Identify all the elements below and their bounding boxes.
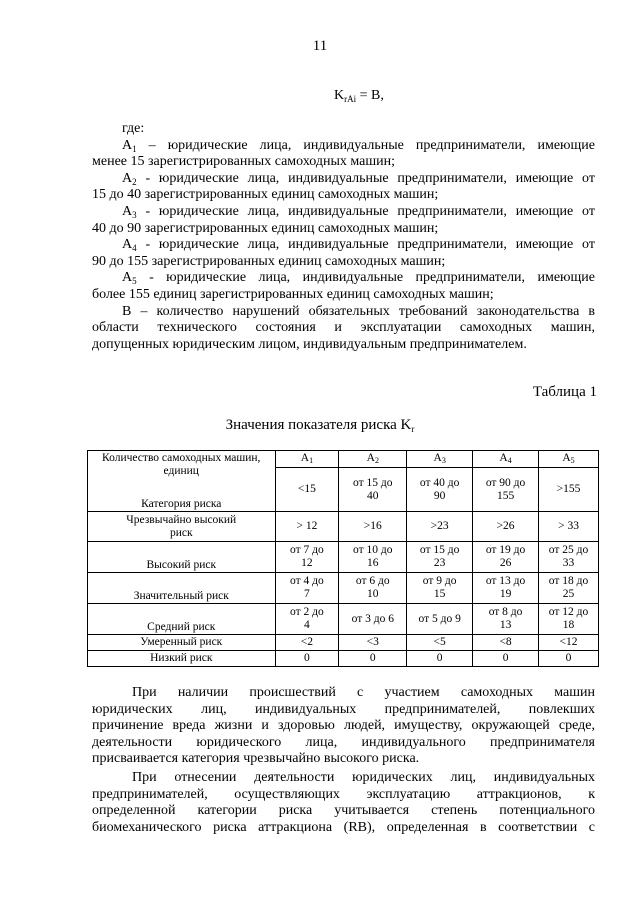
table-header-row [88,451,599,468]
table-caption: Значения показателя риска $K_r$ [225,417,415,434]
def-b-line1: В – количество нарушений обязательных требований законодательства в [122,303,595,319]
def-a4-line2: 90 до 155 зарегистрированных единиц самоходных машин; [92,253,446,269]
formula: $K_{rAi} = B$, [334,88,384,104]
paragraph-line: биомеханического риска аттракциона (RB), определенная в соответствии с [92,819,595,835]
table-cell: от 2 до 4 [275,604,339,635]
table-cell: от 4 до 7 [275,573,339,604]
risk-category-label: Умеренный риск [88,635,276,651]
def-a5-line1: $A_5$ - юридические лица, индивидуальные предприниматели, имеющие [122,270,595,287]
risk-category-label: Чрезвычайно высокий риск [88,512,276,542]
table-cell: от 10 до 16 [339,542,407,573]
column-header: A5 [539,451,599,468]
paragraph-line: определенной категории риска учитывается степень потенциального [92,803,595,819]
def-a2-line1: $A_2$ - юридические лица, индивидуальные предприниматели, имеющие от [122,170,595,187]
header-bottom-label: Категория риска [141,498,222,510]
column-header: A1 [275,451,339,468]
column-header: A4 [473,451,539,468]
table-row [88,573,599,604]
table-row [88,635,599,651]
table-cell: <2 [275,635,339,651]
table-row [88,604,599,635]
table-cell: от 15 до 23 [407,542,473,573]
risk-category-label: Значительный риск [88,573,276,604]
table-cell: от 13 до 19 [473,573,539,604]
table-cell: 0 [539,651,599,667]
table-row [88,651,599,667]
table-cell: от 8 до 13 [473,604,539,635]
def-a2-line2: 15 до 40 зарегистрированных единиц самоходных машин; [92,187,439,203]
range-cell: от 40 до 90 [407,468,473,512]
table-cell: от 12 до 18 [539,604,599,635]
def-a4-line1: $A_4$ - юридические лица, индивидуальные предприниматели, имеющие от [122,237,595,254]
table-cell: <5 [407,635,473,651]
paragraph-incidents [92,685,595,768]
def-a3-line1: $A_3$ - юридические лица, индивидуальные предприниматели, имеющие от [122,203,595,220]
table-cell: <12 [539,635,599,651]
paragraph-attractions [92,770,595,836]
table-cell: от 9 до 15 [407,573,473,604]
def-a3-line2: 40 до 90 зарегистрированных единиц самоходных машин; [92,220,439,236]
table-cell: 0 [407,651,473,667]
paragraph-line: предпринимателей, осуществляющих эксплуатацию аттракционов, к [92,786,595,802]
definitions-intro: где: [122,121,145,136]
paragraph-line: деятельности юридического лица, индивидуального предпринимателя [92,734,595,750]
table-cell: от 7 до 12 [275,542,339,573]
table-row [88,512,599,542]
table-cell: от 6 до 10 [339,573,407,604]
def-b-line2: области технического состояния и эксплуатации самоходных машин, [92,320,595,336]
table-cell: от 25 до 33 [539,542,599,573]
paragraph-line: юридических лиц, индивидуальных предпринимателей, повлекших [92,701,595,717]
def-a1-line1: $A_1$ – юридические лица, индивидуальные предприниматели, имеющие [122,137,595,154]
header-corner-cell [88,451,276,512]
column-header: A2 [339,451,407,468]
table-cell: 0 [275,651,339,667]
range-cell: <15 [275,468,339,512]
table-row [88,542,599,573]
table-cell: от 18 до 25 [539,573,599,604]
table-number: Таблица 1 [532,384,597,400]
range-cell: >155 [539,468,599,512]
table-cell: от 5 до 9 [407,604,473,635]
range-cell: от 15 до 40 [339,468,407,512]
definitions-block [92,121,595,353]
paragraph-line: присваивается категория чрезвычайно высокого риска. [92,751,420,767]
risk-category-label: Средний риск [88,604,276,635]
risk-category-label: Высокий риск [88,542,276,573]
range-cell: от 90 до 155 [473,468,539,512]
table-cell: от 3 до 6 [339,604,407,635]
table-cell: > 12 [275,512,339,542]
table-cell: 0 [339,651,407,667]
table-cell: <8 [473,635,539,651]
column-header: A3 [407,451,473,468]
table-cell: 0 [473,651,539,667]
page-number: 11 [312,38,328,54]
table-cell: > 33 [539,512,599,542]
table-cell: >16 [339,512,407,542]
table-cell: <3 [339,635,407,651]
table-cell: >26 [473,512,539,542]
def-a1-line2: менее 15 зарегистрированных самоходных машин; [92,154,396,170]
paragraph-line: причинение вреда жизни и здоровью людей, имуществу, окружающей среде, [92,718,595,734]
table-cell: >23 [407,512,473,542]
risk-table [87,450,599,667]
header-top-label: Количество самоходных машин, единиц [102,452,261,477]
paragraph-line: При наличии происшествий с участием самоходных машин [132,685,595,700]
def-b-line3: допущенных юридическим лицом, индивидуальным предпринимателем. [92,336,527,352]
table-cell: от 19 до 26 [473,542,539,573]
def-a5-line2: более 155 единиц зарегистрированных единиц самоходных машин; [92,286,494,302]
paragraph-line: При отнесении деятельности юридических лиц, индивидуальных [132,770,595,785]
risk-category-label: Низкий риск [88,651,276,667]
